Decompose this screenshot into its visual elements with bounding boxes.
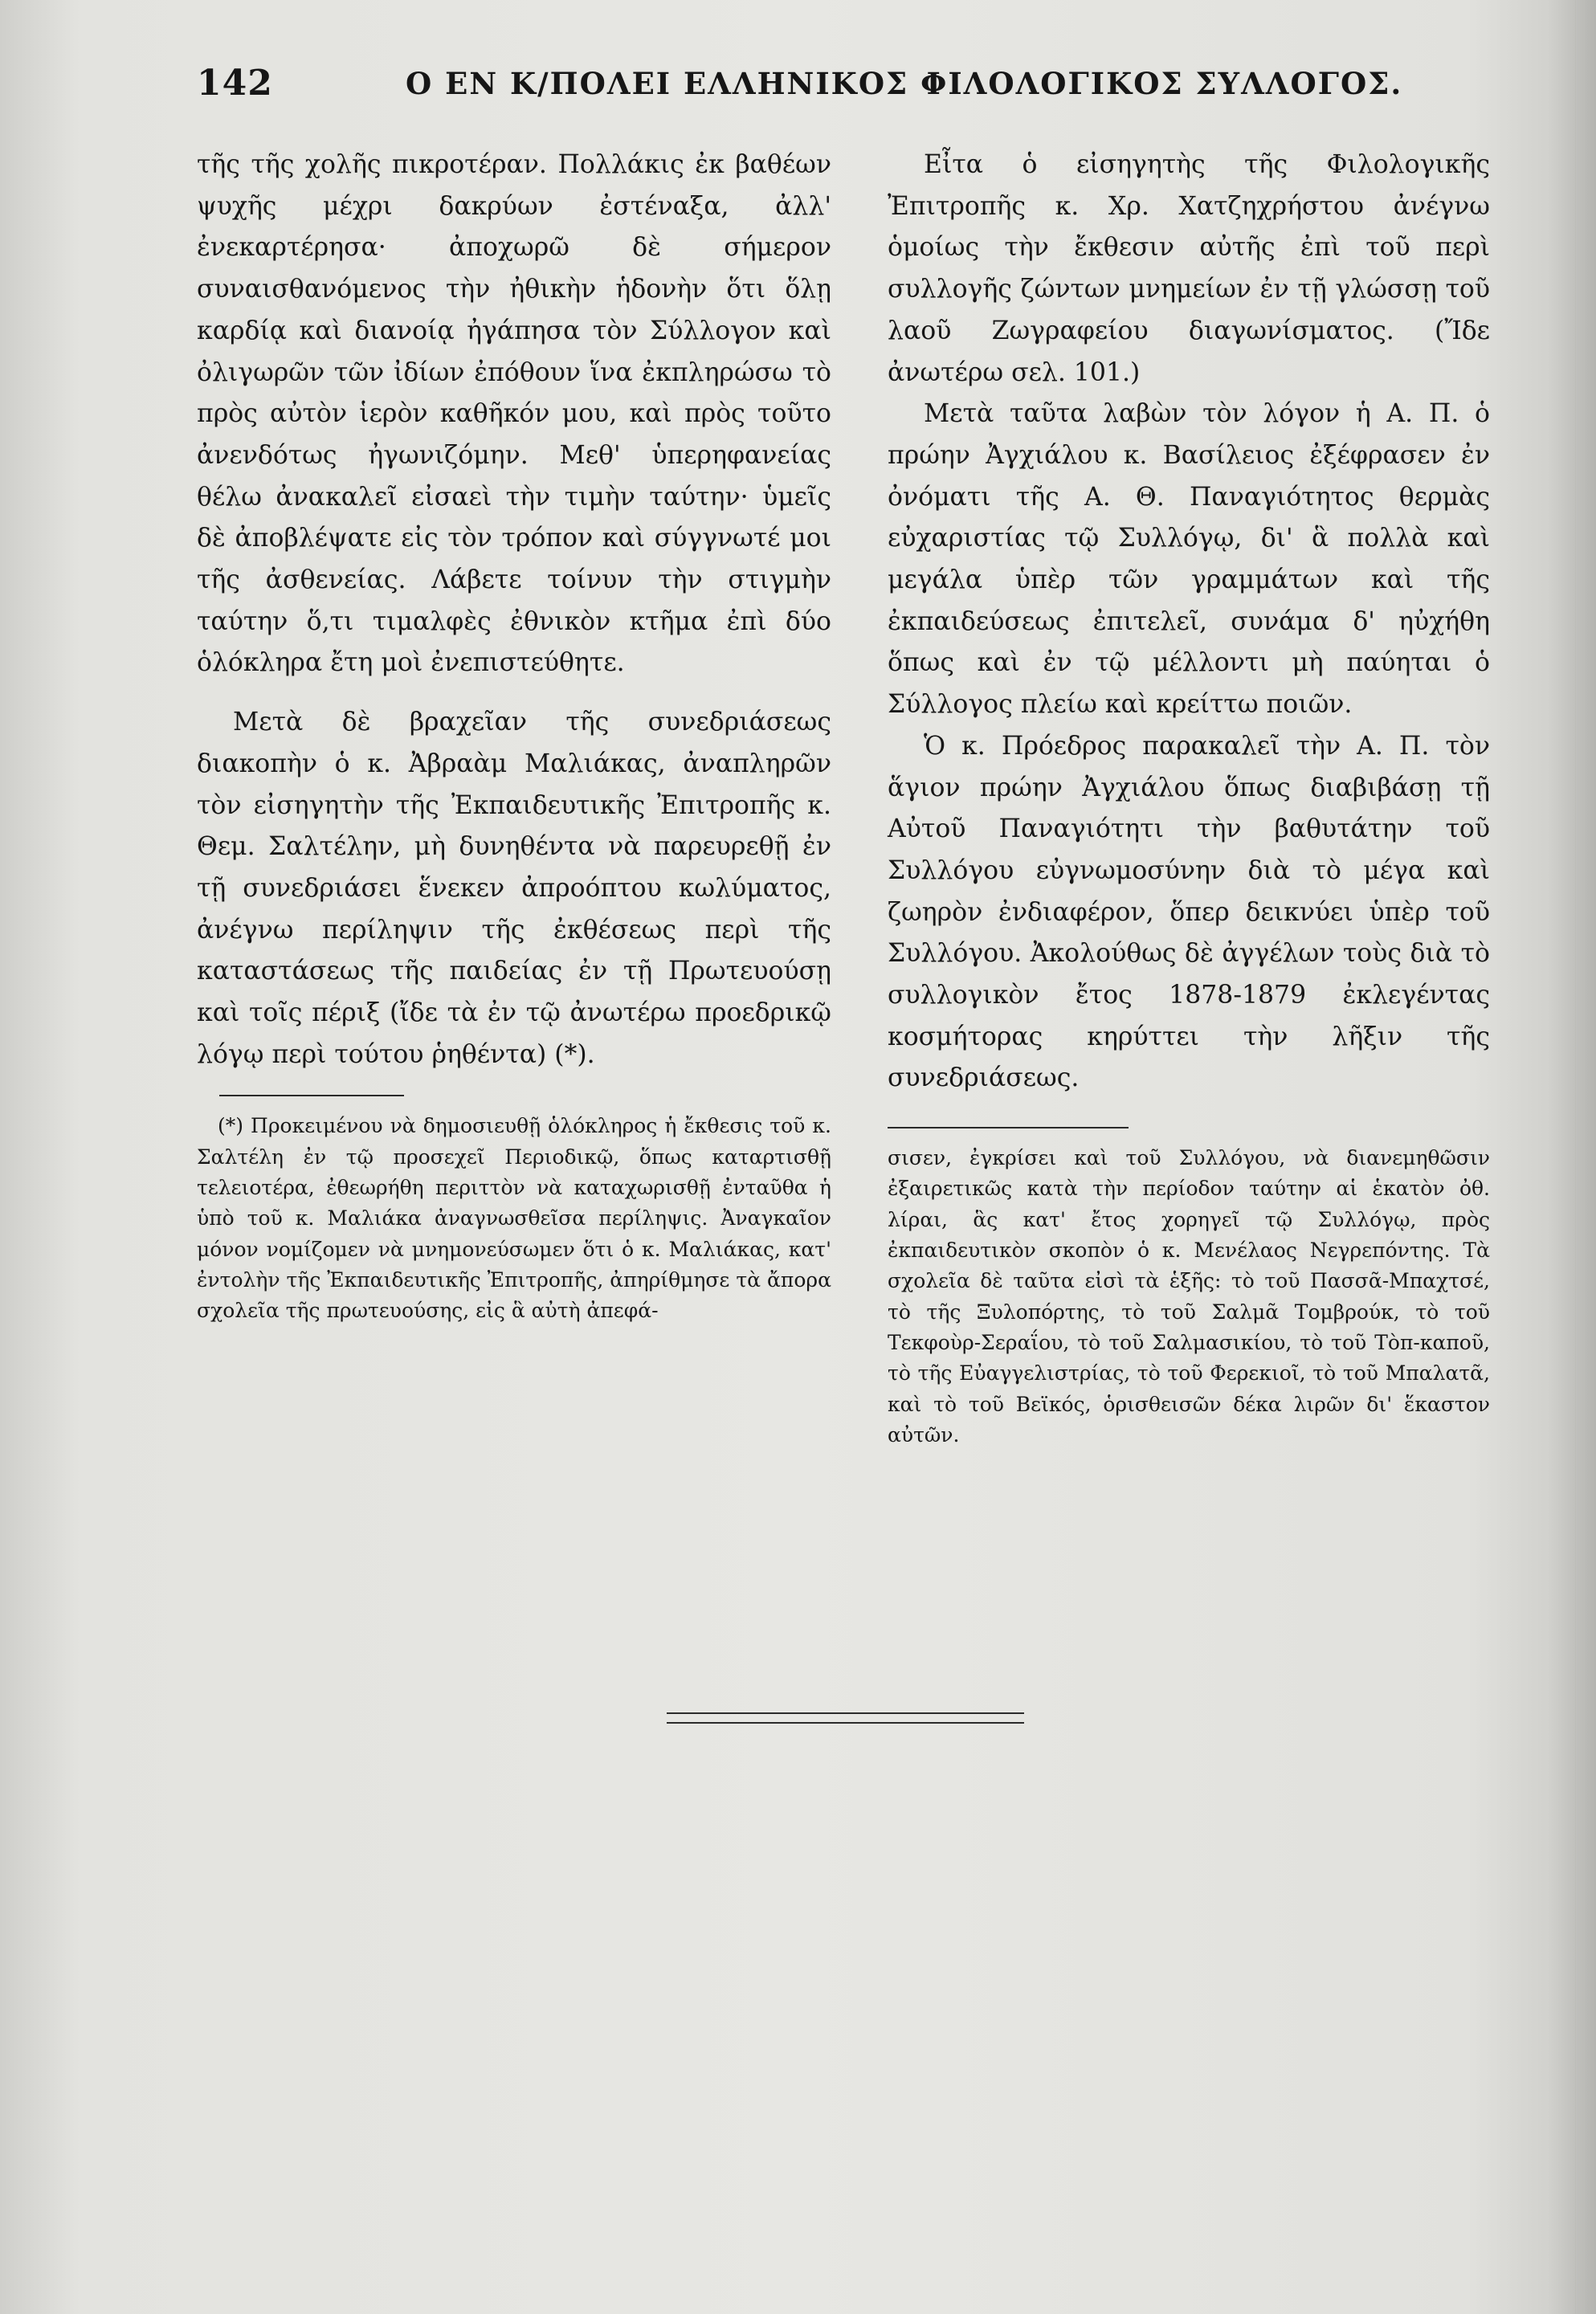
body-paragraph: Μετὰ δὲ βραχεῖαν τῆς συνεδριάσεως διακοπὴν ὁ κ. Ἀβραὰμ Μαλιάκας, ἀναπληρῶν τὸν εἰσηγητὴν τῆς Ἐκπαιδευτικῆς Ἐπιτροπῆς κ. Θεμ. Σαλτέλην, μὴ δυνηθέντα νὰ παρευρεθῇ ἐν τῇ συνεδριάσει ἕνεκεν ἀπροόπτου κωλύματος, ἀνέγνω περίληψιν τῆς ἐκθέσεως περὶ τῆς καταστάσεως τῆς παιδείας ἐν τῇ Πρωτευούσῃ καὶ τοῖς πέριξ (ἴδε τὰ ἐν τῷ ἀνωτέρω προεδρικῷ λόγῳ περὶ τούτου ῥηθέντα) (*).: [197, 708, 831, 1069]
body-paragraph: Ὁ κ. Πρόεδρος παρακαλεῖ τὴν Α. Π. τὸν ἅγιον πρώην Ἀγχιάλου ὅπως διαβιβάσῃ τῇ Αὐτοῦ Παναγιότητι τὴν βαθυτάτην τοῦ Συλλόγου εὐγνωμοσύνην διὰ τὸ μέγα καὶ ζωηρὸν ἐνδιαφέρον, ὅπερ δεικνύει ὑπὲρ τοῦ Συλλόγου. Ἀκολούθως δὲ ἀγγέλων τοὺς διὰ τὸ συλλογικὸν ἔτος 1878-1879 ἐκλεγέντας κοσμήτορας κηρύττει τὴν λῆξιν τῆς συνεδριάσεως.: [888, 731, 1490, 1093]
end-rule-top: [667, 1712, 1024, 1714]
paragraph-gap: [197, 684, 831, 702]
page-number: 142: [197, 63, 273, 104]
page-fold-shadow: [1548, 0, 1596, 2314]
end-rule-bottom: [667, 1722, 1024, 1724]
running-title: Ο ΕΝ Κ/ΠΟΛΕΙ ΕΛΛΗΝΙΚΟΣ ΦΙΛΟΛΟΓΙΚΟΣ ΣΥΛΛΟΓΟΣ.: [406, 66, 1403, 101]
binding-edge: [1575, 0, 1585, 2314]
body-paragraph: Μετὰ ταῦτα λαβὼν τὸν λόγον ἡ Α. Π. ὁ πρώην Ἀγχιάλου κ. Βασίλειος ἐξέφρασεν ἐν ὀνόματι τῆς Α. Θ. Παναγιότητος θερμὰς εὐχαριστίας τῷ Συλλόγῳ, δι' ἃ πολλὰ καὶ μεγάλα ὑπὲρ τῶν γραμμάτων καὶ τῆς ἐκπαιδεύσεως ἐπιτελεῖ, συνάμα δ' ηὐχήθη ὅπως καὶ ἐν τῷ μέλλοντι μὴ παύηται ὁ Σύλλογος πλείω καὶ κρείττω ποιῶν.: [888, 399, 1490, 720]
page-header: [197, 63, 1403, 111]
footnote-separator: [219, 1095, 404, 1096]
footnote-separator: [888, 1127, 1129, 1128]
body-paragraph: τῆς τῆς χολῆς πικροτέραν. Πολλάκις ἐκ βαθέων ψυχῆς μέχρι δακρύων ἐστέναξα, ἀλλ' ἐνεκαρτέρησα· ἀποχωρῶ δὲ σήμερον συναισθανόμενος τὴν ἠθικὴν ἡδονὴν ὅτι ὅλῃ καρδίᾳ καὶ διανοίᾳ ἠγάπησα τὸν Σύλλογον καὶ ὀλιγωρῶν τῶν ἰδίων ἐπόθουν ἵνα ἐκπληρώσω τὸ πρὸς αὐτὸν ἱερὸν καθῆκόν μου, καὶ πρὸς τοῦτο ἀνενδότως ἠγωνιζόμην. Μεθ' ὑπερηφανείας θέλω ἀνακαλεῖ εἰσαεὶ τὴν τιμὴν ταύτην· ὑμεῖς δὲ ἀποβλέψατε εἰς τὸν τρόπον καὶ σύγγνωτέ μοι τῆς ἀσθενείας. Λάβετε τοίνυν τὴν στιγμὴν ταύτην ὅ,τι τιμαλφὲς ἐθνικὸν κτῆμα ἐπὶ δύο ὁλόκληρα ἔτη μοὶ ἐνεπιστεύθητε.: [197, 150, 831, 678]
footnote-continuation: σισεν, ἐγκρίσει καὶ τοῦ Συλλόγου, νὰ διανεμηθῶσιν ἐξαιρετικῶς κατὰ τὴν περίοδον ταύτην αἱ ἑκατὸν ὀθ. λίραι, ἃς κατ' ἔτος χορηγεῖ τῷ Συλλόγῳ, πρὸς ἐκπαιδευτικὸν σκοπὸν ὁ κ. Μενέλαος Νεγρεπόντης. Τὰ σχολεῖα δὲ ταῦτα εἰσὶ τὰ ἑξῆς: τὸ τοῦ Πασσᾶ-Μπαχτσέ, τὸ τῆς Ξυλοπόρτης, τὸ τοῦ Σαλμᾶ Τομβρούκ, τὸ τοῦ Τεκφοὺρ-Σεραΐου, τὸ τοῦ Σαλμασικίου, τὸ τοῦ Τὸπ-καποῦ, τὸ τῆς Εὐαγγελιστρίας, τὸ τοῦ Φερεκιοῖ, τὸ τοῦ Μπαλατᾶ, καὶ τὸ τοῦ Βεϊκός, ὁρισθεισῶν δέκα λιρῶν δι' ἕκαστον αὐτῶν.: [888, 1146, 1490, 1447]
footnote: (*) Προκειμένου νὰ δημοσιευθῇ ὁλόκληρος ἡ ἔκθεσις τοῦ κ. Σαλτέλη ἐν τῷ προσεχεῖ Περιοδικῷ, ὅπως καταρτισθῇ τελειοτέρα, ἐθεωρήθη περιττὸν νὰ καταχωρισθῇ ἐνταῦθα ἡ ὑπὸ τοῦ κ. Μαλιάκα ἀναγνωσθεῖσα περίληψις. Ἀναγκαῖον μόνον νομίζομεν νὰ μνημονεύσωμεν ὅτι ὁ κ. Μαλιάκας, κατ' ἐντολὴν τῆς Ἐκπαιδευτικῆς Ἐπιτροπῆς, ἀπηρίθμησε τὰ ἄπορα σχολεῖα τῆς πρωτευούσης, εἰς ἃ αὐτὴ ἀπεφά-: [197, 1114, 831, 1323]
left-column: [197, 145, 831, 1327]
right-column: [888, 145, 1490, 1451]
body-paragraph: Εἶτα ὁ εἰσηγητὴς τῆς Φιλολογικῆς Ἐπιτροπῆς κ. Χρ. Χατζηχρήστου ἀνέγνω ὁμοίως τὴν ἔκθεσιν αὐτῆς ἐπὶ τοῦ περὶ συλλογῆς ζώντων μνημείων ἐν τῇ γλώσσῃ τοῦ λαοῦ Ζωγραφείου διαγωνίσματος. (Ἴδε ἀνωτέρω σελ. 101.): [888, 150, 1490, 387]
